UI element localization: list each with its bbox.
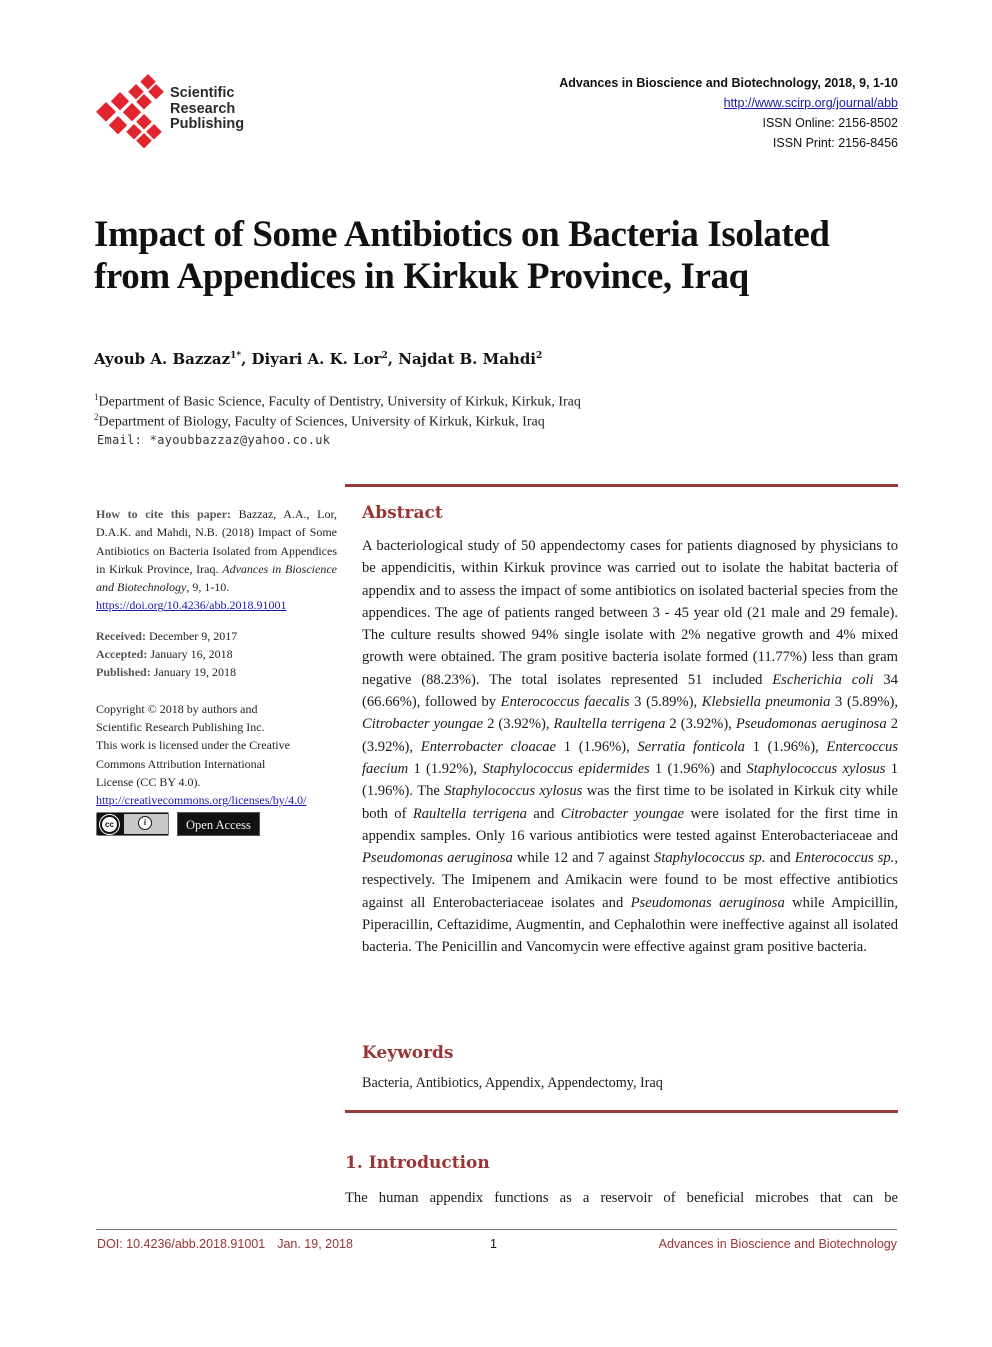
copyright-line: Scientific Research Publishing Inc. xyxy=(96,719,265,734)
species-name: Citrobacter youngae xyxy=(560,805,685,822)
introduction-first-line: The human appendix functions as a reservoir of beneficial microbes that can be xyxy=(345,1190,898,1206)
species-name: Enterrobacter cloacae xyxy=(420,738,557,755)
abstract-text: 1 (1.96%) and xyxy=(649,760,747,777)
journal-citation: Advances in Bioscience and Biotechnology, 2018, 9, 1-10 xyxy=(559,76,898,90)
abstract-body xyxy=(362,535,898,959)
keywords-list: Bacteria, Antibiotics, Appendix, Appendectomy, Iraq xyxy=(362,1075,663,1091)
article-title xyxy=(94,214,914,298)
footer-doi: DOI: 10.4236/abb.2018.91001 xyxy=(97,1237,266,1251)
affiliation-text: Department of Basic Science, Faculty of Dentistry, University of Kirkuk, Kirkuk, Iraq xyxy=(98,394,581,410)
publisher-logo xyxy=(96,72,256,148)
author-name: Najdat B. Mahdi xyxy=(398,350,537,368)
abstract-text: 2 (3.92%), xyxy=(362,716,898,755)
footer-journal: Advances in Bioscience and Biotechnology xyxy=(658,1237,897,1251)
scirp-diamond-logo-icon xyxy=(96,72,166,148)
abstract-text: 1 (1.96%). The xyxy=(362,760,898,800)
author-name: Ayoub A. Bazzaz xyxy=(94,350,231,368)
abstract-text: 3 (5.89%), xyxy=(629,694,702,711)
abstract-text: 3 (5.89%), xyxy=(830,694,899,711)
attribution-icon: i xyxy=(138,816,152,830)
cite-text-end: , 9, 1-10. xyxy=(186,580,230,595)
species-name: Serratia fonticola xyxy=(637,738,745,755)
page-number: 1 xyxy=(490,1237,497,1251)
affiliation-1 xyxy=(94,392,581,411)
accepted-label: Accepted: xyxy=(96,647,148,662)
cc-by-panel xyxy=(124,814,168,834)
abstract-bottom-rule xyxy=(345,1110,898,1113)
abstract-text: while Ampicillin, Piperacillin, Ceftazidime, Augmentin, and Cephalothin were ineffective against all isolated bacteria. The Penicillin and Vancomycin were effective against gram positive bacteria. xyxy=(362,894,898,956)
copyright-line: This work is licensed under the Creative xyxy=(96,738,290,753)
published-label: Published: xyxy=(96,665,151,680)
received-date xyxy=(96,627,337,645)
keywords-heading: Keywords xyxy=(362,1043,454,1063)
abstract-text: 2 (3.92%), xyxy=(665,716,736,733)
abstract-text: A bacteriological study of 50 appendectomy cases for patients diagnosed by physicians to be appendicitis, within Kirkuk province was carried out to isolate the habitat bacteria of appendix and to assess the impact of some antibiotics on isolated bacterial species from the appendices. The age of patients ranged between 3 - 45 year old (21 male and 29 female). The culture results showed 94% single isolate with 2% negative growth and 4% mixed growth were obtained. The gram positive bacteria isolate formed (11.77%) less than gram negative (88.23%). The total isolates represented 51 included xyxy=(362,538,898,688)
abstract-text: was the first time to be isolated in Kirkuk city while both of xyxy=(362,783,899,822)
affiliation-text: Department of Biology, Faculty of Sciences, University of Kirkuk, Kirkuk, Iraq xyxy=(98,414,545,430)
received-value: December 9, 2017 xyxy=(145,628,238,643)
author-name: Diyari A. K. Lor xyxy=(251,350,382,368)
abstract-text: 1 (1.92%), xyxy=(408,760,483,777)
footer-date: Jan. 19, 2018 xyxy=(277,1237,353,1251)
affiliation-2 xyxy=(94,412,545,431)
how-to-cite xyxy=(96,505,337,596)
abstract-top-rule xyxy=(345,484,898,487)
abstract-text: 2 (3.92%), xyxy=(483,716,554,733)
article-sidebar xyxy=(96,505,337,836)
accepted-value: January 16, 2018 xyxy=(147,647,233,662)
corresponding-email[interactable]: Email: *ayoubbazzaz@yahoo.co.uk xyxy=(97,433,331,447)
license-link[interactable]: http://creativecommons.org/licenses/by/4.0/ xyxy=(96,793,307,808)
journal-url-link[interactable]: http://www.scirp.org/journal/abb xyxy=(723,96,898,110)
author-list: Ayoub A. Bazzaz$^{1*}$, Diyari A. K. Lor$^2$, Najdat B. Mahdi$^2$ xyxy=(94,350,543,368)
species-name: Staphylococcus xylosus xyxy=(444,783,583,800)
species-name: Staphylococcus sp. xyxy=(654,850,766,867)
species-name: Enterococcus sp. xyxy=(794,850,895,867)
received-label: Received: xyxy=(96,628,146,643)
species-name: Staphylococcus xylosus xyxy=(746,760,886,777)
affiliation-marker: 1 xyxy=(94,392,99,402)
species-name: Klebsiella pneumonia xyxy=(701,694,831,711)
accepted-date xyxy=(96,645,337,663)
published-value: January 19, 2018 xyxy=(150,665,237,680)
abstract-text: 1 (1.96%), xyxy=(744,738,827,755)
author-affil-marker: 1* xyxy=(230,351,242,361)
footer-rule xyxy=(96,1229,897,1230)
abstract-text: while 12 and 7 against xyxy=(512,850,655,867)
species-name: Raultella terrigena xyxy=(412,805,527,822)
species-name: Pseudomonas aeruginosa xyxy=(362,850,513,867)
publisher-line-3: Publishing xyxy=(170,116,245,132)
cite-journal: Advances in Bioscience and Biotechnology xyxy=(96,561,337,595)
abstract-text: and xyxy=(765,850,795,867)
publisher-line-2: Research xyxy=(170,100,236,117)
cite-label: How to cite this paper: xyxy=(96,507,232,521)
species-name: Escherichia coli xyxy=(772,671,874,688)
abstract-text: , respectively. The Imipenem and Amikacin were found to be most effective antibiotics against all Enterobacteriaceae isolates and xyxy=(362,850,898,911)
issn-online: ISSN Online: 2156-8502 xyxy=(762,116,898,130)
cc-icon: cc xyxy=(100,815,119,834)
footer-doi-date xyxy=(97,1237,353,1251)
doi-link[interactable]: https://doi.org/10.4236/abb.2018.91001 xyxy=(96,598,287,613)
copyright-line: Commons Attribution International xyxy=(96,756,266,771)
publisher-name xyxy=(170,86,244,133)
article-dates xyxy=(96,627,337,682)
published-date xyxy=(96,663,337,681)
species-name: Staphylococcus epidermides xyxy=(482,760,650,777)
copyright-notice xyxy=(96,700,337,810)
cite-text: Bazzaz, A.A., Lor, D.A.K. and Mahdi, N.B. (2018) Impact of Some Antibiotics on Bacteria Isolated from Appendices in Kirkuk Province, Iraq. xyxy=(96,507,337,576)
publisher-line-1: Scientific xyxy=(170,85,235,101)
copyright-line: Copyright © 2018 by authors and xyxy=(96,701,258,716)
introduction-heading: 1. Introduction xyxy=(345,1153,490,1173)
species-name: Pseudomonas aeruginosa xyxy=(735,716,887,733)
license-badges xyxy=(96,812,337,836)
author-affil-marker: 2 xyxy=(536,351,543,361)
species-name: Pseudomonas aeruginosa xyxy=(630,894,785,911)
journal-info xyxy=(559,73,898,153)
affiliation-marker: 2 xyxy=(94,412,99,422)
abstract-text: 34 (66.66%), followed by xyxy=(362,671,898,711)
species-name: Raultella terrigena xyxy=(553,716,666,733)
author-affil-marker: 2 xyxy=(381,351,388,361)
copyright-line: License (CC BY 4.0). xyxy=(96,774,201,789)
issn-print: ISSN Print: 2156-8456 xyxy=(772,136,898,150)
open-access-badge: Open Access xyxy=(177,812,260,836)
cc-by-badge[interactable] xyxy=(96,812,169,836)
species-name: Entercoccus faecium xyxy=(362,738,899,777)
species-name: Citrobacter youngae xyxy=(362,716,484,733)
abstract-text: and xyxy=(526,805,561,822)
abstract-text: 1 (1.96%), xyxy=(556,738,638,755)
species-name: Enterococcus faecalis xyxy=(500,694,630,711)
title-line-1: Impact of Some Antibiotics on Bacteria Isolated xyxy=(94,214,830,255)
title-line-2: from Appendices in Kirkuk Province, Iraq xyxy=(94,256,749,297)
abstract-heading: Abstract xyxy=(362,503,443,523)
abstract-text: were isolated for the first time in appendix samples. Only 16 various antibiotics were tested against Enterobacteriaceae and xyxy=(362,805,898,844)
